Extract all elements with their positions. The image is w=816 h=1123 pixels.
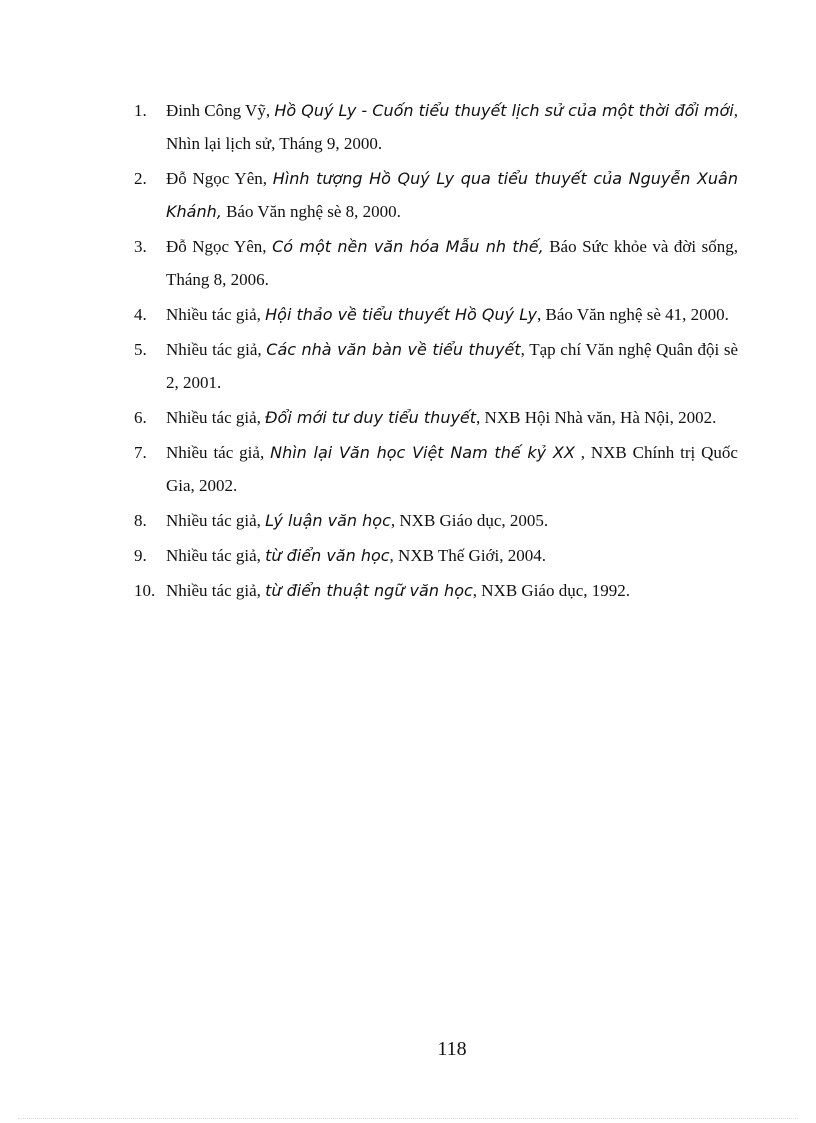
reference-title: từ điển văn học <box>265 546 390 565</box>
reference-details: , NXB Chính trị Quốc Gia, 2002. <box>166 443 738 495</box>
reference-title: Nhìn lại Văn học Việt Nam thế kỷ XX <box>270 443 575 462</box>
reference-item-4 <box>134 298 738 331</box>
reference-list <box>134 94 738 609</box>
reference-author: Đỗ Ngọc Yên, <box>166 169 273 188</box>
reference-item-2 <box>134 162 738 228</box>
reference-item-5 <box>134 333 738 399</box>
reference-item-9 <box>134 539 738 572</box>
reference-number: 5. <box>134 340 147 359</box>
reference-title: từ điển thuật ngữ văn học <box>265 581 473 600</box>
reference-author: Nhiều tác giả, <box>166 340 267 359</box>
reference-details: Báo Văn nghệ sè 8, 2000. <box>221 202 401 221</box>
page-bottom-border <box>18 1118 798 1119</box>
reference-number: 3. <box>134 237 147 256</box>
reference-title: Lý luận văn học <box>265 511 391 530</box>
reference-item-7 <box>134 436 738 502</box>
reference-title: Có một nền văn hóa Mẫu nh thế, <box>272 237 544 256</box>
reference-item-10 <box>134 574 738 607</box>
reference-title: Hồ Quý Ly - Cuốn tiểu thuyết lịch sử của một thời đổi mới <box>274 101 734 120</box>
reference-title: Hình tượng Hồ Quý Ly qua tiểu thuyết của Nguyễn Xuân Khánh, <box>166 169 738 221</box>
reference-number: 10. <box>134 581 156 600</box>
reference-details: , NXB Thế Giới, 2004. <box>389 546 547 565</box>
reference-details: , NXB Giáo dục, 2005. <box>390 511 549 530</box>
reference-author: Nhiều tác giả, <box>166 546 266 565</box>
reference-author: Nhiều tác giả, <box>166 511 266 530</box>
reference-details: , NXB Giáo dục, 1992. <box>472 581 631 600</box>
reference-details: , Báo Văn nghệ sè 41, 2000. <box>537 305 729 324</box>
reference-author: Đinh Công Vỹ, <box>166 101 275 120</box>
reference-item-6 <box>134 401 738 434</box>
reference-details: , Tạp chí Văn nghệ Quân đội sè 2, 2001. <box>166 340 738 392</box>
reference-details: , Nhìn lại lịch sử, Tháng 9, 2000. <box>166 101 738 153</box>
reference-author: Nhiều tác giả, <box>166 305 266 324</box>
reference-title: Đổi mới tư duy tiểu thuyết <box>265 408 477 427</box>
reference-item-3 <box>134 230 738 296</box>
reference-number: 7. <box>134 443 147 462</box>
reference-title: Các nhà văn bàn về tiểu thuyết <box>266 340 521 359</box>
reference-number: 4. <box>134 305 147 324</box>
reference-details: , NXB Hội Nhà văn, Hà Nội, 2002. <box>476 408 717 427</box>
reference-title: Hội thảo về tiểu thuyết Hồ Quý Ly <box>265 305 538 324</box>
reference-number: 6. <box>134 408 147 427</box>
reference-author: Đỗ Ngọc Yên, <box>166 237 273 256</box>
reference-details: Báo Sức khỏe và đời sống, Tháng 8, 2006. <box>166 237 738 289</box>
reference-author: Nhiều tác giả, <box>166 443 271 462</box>
reference-number: 2. <box>134 169 147 188</box>
reference-item-8 <box>134 504 738 537</box>
reference-number: 1. <box>134 101 147 120</box>
reference-number: 9. <box>134 546 147 565</box>
reference-number: 8. <box>134 511 147 530</box>
page-number: 118 <box>437 1038 467 1060</box>
reference-item-1 <box>134 94 738 160</box>
reference-author: Nhiều tác giả, <box>166 408 266 427</box>
reference-author: Nhiều tác giả, <box>166 581 266 600</box>
